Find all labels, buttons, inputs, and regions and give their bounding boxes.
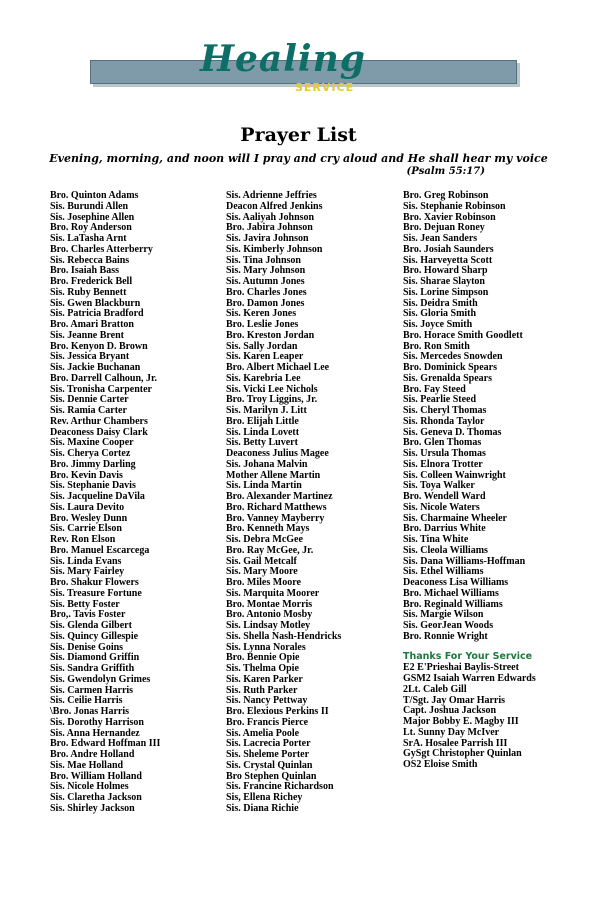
prayer-list-name: Sis. Toya Walker — [403, 480, 475, 492]
logo-sub: SERVICE — [295, 81, 355, 94]
prayer-list-name: Mother Allene Martin — [226, 469, 321, 481]
prayer-list-name: Bro. Antonio Mosby — [226, 609, 313, 621]
prayer-list-name: Sis. Linda Martin — [226, 480, 302, 492]
service-member-name: Capt. Joshua Jackson — [403, 705, 497, 717]
names-column-1 — [50, 191, 160, 815]
prayer-list-name: Bro. Josiah Saunders — [403, 243, 494, 255]
prayer-list-name: Bro. Darrius White — [403, 523, 486, 535]
prayer-list-name: Sis. Mae Holland — [50, 759, 124, 771]
prayer-list-name: Bro. Albert Michael Lee — [226, 362, 330, 373]
prayer-list-name: Sis. Kimberly Johnson — [226, 243, 323, 255]
prayer-list-name: Sis. Diana Richie — [226, 802, 299, 814]
prayer-list-name: Bro. Alexander Martinez — [226, 491, 333, 502]
prayer-list-name: Sis. GeorJean Woods — [403, 620, 494, 631]
prayer-list-name: Sis. Debra McGee — [226, 534, 303, 545]
prayer-list-name: Bro. William Holland — [50, 770, 142, 782]
prayer-list-name: Sis. Denise Goins — [50, 641, 124, 653]
prayer-list-name: Sis. Mary Fairley — [50, 566, 125, 578]
prayer-list-name: Rev. Arthur Chambers — [50, 415, 148, 427]
prayer-list-name: Sis. Linda Lovett — [226, 426, 300, 438]
prayer-list-name: Bro. Kenneth Mays — [226, 523, 310, 535]
prayer-list-name: Sis. Amelia Poole — [226, 727, 300, 739]
prayer-list-name: Bro. Miles Moore — [226, 577, 301, 588]
prayer-list-name: Sis. Sally Jordan — [226, 340, 298, 352]
prayer-list-name: Sis. Ethel Williams — [403, 566, 484, 578]
prayer-list-name: Sis. Crystal Quinlan — [226, 759, 313, 771]
prayer-list-name: Sis. Vicki Lee Nichols — [226, 383, 318, 395]
prayer-list-name: Sis. Nicole Waters — [403, 501, 480, 513]
prayer-list-name: Sis. Stephanie Robinson — [403, 200, 506, 212]
prayer-list-name: Sis. Treasure Fortune — [50, 587, 142, 599]
service-member-name: OS2 Eloise Smith — [403, 759, 478, 770]
prayer-list-name: Sis. Gwendolyn Grimes — [50, 673, 151, 685]
prayer-list-name: Sis. Nicole Holmes — [50, 781, 129, 793]
logo-word: Healing — [200, 38, 366, 80]
prayer-list-name: Bro. Wendell Ward — [403, 491, 486, 502]
prayer-list-name: Bro. Damon Jones — [226, 297, 305, 309]
prayer-list-name: Sis. Jackie Buchanan — [50, 362, 141, 373]
prayer-list-name: Sis. Sharae Slayton — [403, 276, 485, 287]
prayer-list-name: Bro. Ron Smith — [403, 340, 470, 352]
prayer-list-name: Sis. Gloria Smith — [403, 308, 477, 320]
prayer-list-name: Bro. Michael Williams — [403, 587, 499, 599]
prayer-list-name: Sis. Betty Luvert — [226, 437, 298, 449]
prayer-list-name: Sis. Lorine Simpson — [403, 286, 489, 298]
prayer-list-name: Bro. Charles Atterberry — [50, 243, 153, 255]
prayer-list-name: Sis. Glenda Gilbert — [50, 620, 132, 631]
prayer-list-name: Sis. Quincy Gillespie — [50, 630, 139, 642]
prayer-list-name: Bro. Montae Morris — [226, 598, 313, 610]
prayer-list-name: Bro. Wesley Dunn — [50, 512, 128, 524]
prayer-list-name: Bro. Amari Bratton — [50, 319, 134, 330]
service-member-name: Major Bobby E. Magby III — [403, 716, 519, 727]
prayer-list-name: Sis. Mary Moore — [226, 566, 298, 578]
prayer-list-name: Bro. Kenyon D. Brown — [50, 340, 148, 352]
prayer-list-name: Bro. Andre Holland — [50, 749, 135, 760]
prayer-list-name: Bro. Isaiah Bass — [50, 265, 120, 277]
prayer-list-name: Bro. Xavier Robinson — [403, 211, 496, 223]
prayer-list-name: Sis. Carrie Elson — [50, 523, 122, 535]
prayer-list-name: Sis. Geneva D. Thomas — [403, 426, 502, 438]
prayer-list-name: Deaconess Daisy Clark — [50, 426, 148, 438]
prayer-list-name: Rev. Ron Elson — [50, 534, 116, 545]
prayer-list-name: Sis. Anna Hernandez — [50, 727, 140, 739]
service-member-name: GSM2 Isaiah Warren Edwards — [403, 673, 536, 684]
verse-reference: (Psalm 55:17) — [406, 166, 485, 177]
prayer-list-name: Sis. Keren Jones — [226, 308, 297, 320]
prayer-list-name: Bro. Kreston Jordan — [226, 329, 315, 341]
prayer-list-name: \Bro. Jonas Harris — [50, 706, 129, 717]
prayer-list-name: Sis. LaTasha Arnt — [50, 233, 127, 244]
prayer-list-name: Sis. Adrienne Jeffries — [226, 190, 317, 201]
prayer-list-name: Sis. Grenalda Spears — [403, 372, 492, 384]
verse-text: Evening, morning, and noon will I pray and cry aloud and He shall hear my voice — [49, 152, 548, 165]
prayer-list-name: Bro. Elijah Little — [226, 415, 299, 427]
prayer-list-name: Sis, Ellena Richey — [226, 792, 303, 803]
prayer-list-name: Bro. Frederick Bell — [50, 276, 133, 287]
prayer-list-name: Deaconess Lisa Williams — [403, 577, 509, 588]
prayer-list-name: Sis. Dorothy Harrison — [50, 716, 144, 728]
prayer-list-name: Sis. Tina Johnson — [226, 254, 301, 266]
prayer-list-name: Sis. Linda Evans — [50, 555, 122, 567]
prayer-list-name: Sis. Karen Leaper — [226, 351, 304, 363]
prayer-list-name: Sis. Ruth Parker — [226, 684, 298, 696]
prayer-list-name: Bro. Leslie Jones — [226, 319, 299, 330]
prayer-list-name: Sis. Lacrecia Porter — [226, 738, 311, 750]
prayer-list-name: Sis. Harveyetta Scott — [403, 254, 493, 266]
prayer-list-name: Bro. Roy Anderson — [50, 222, 132, 234]
prayer-list-name: Bro. Jimmy Darling — [50, 458, 136, 470]
prayer-list-name: Sis. Betty Foster — [50, 598, 120, 610]
prayer-list-name: Sis. Johana Malvin — [226, 458, 308, 470]
prayer-list-name: Sis. Marquita Moorer — [226, 587, 320, 599]
prayer-list-name: Bro. Elexious Perkins II — [226, 706, 329, 717]
prayer-list-name: Sis. Claretha Jackson — [50, 792, 142, 803]
prayer-list-name: Sis. Cheryl Thomas — [403, 405, 487, 416]
prayer-list-name: Sis. Josephine Allen — [50, 211, 135, 223]
prayer-list-name: Bro. Ray McGee, Jr. — [226, 544, 314, 556]
prayer-list-name: Bro. Edward Hoffman III — [50, 738, 161, 750]
prayer-list-name: Sis. Ceilie Harris — [50, 695, 123, 707]
prayer-list-name: Bro. Dejuan Roney — [403, 222, 485, 234]
prayer-list-name: Sis. Sheleme Porter — [226, 749, 310, 760]
prayer-list-name: Bro. Richard Matthews — [226, 501, 327, 513]
prayer-list-name: Bro. Horace Smith Goodlett — [403, 329, 523, 341]
prayer-list-name: Sis. Maxine Cooper — [50, 437, 134, 449]
prayer-list-name: Deacon Alfred Jenkins — [226, 200, 323, 212]
service-member-name: Lt. Sunny Day McIver — [403, 726, 500, 738]
prayer-list-name: Sis. Lindsay Motley — [226, 620, 311, 631]
service-member-name: 2Lt. Caleb Gill — [403, 683, 467, 695]
prayer-list-name: Sis. Pearlie Steed — [403, 394, 477, 406]
prayer-list-name: Bro. Dominick Spears — [403, 362, 497, 373]
page-title: Prayer List — [240, 124, 357, 146]
prayer-list-name: Bro. Vanney Mayberry — [226, 512, 325, 524]
prayer-list-name: Bro,. Tavis Foster — [50, 609, 126, 621]
prayer-list-name: Sis. Ruby Bennett — [50, 286, 127, 298]
prayer-list-name: Sis. Elnora Trotter — [403, 458, 483, 470]
prayer-list-name: Sis. Mary Johnson — [226, 265, 306, 277]
prayer-list-name: Sis. Mercedes Snowden — [403, 351, 503, 363]
prayer-list-name: Sis. Sandra Griffith — [50, 663, 135, 674]
service-member-name: E2 E'Prieshai Baylis-Street — [403, 662, 519, 674]
prayer-list-name: Sis. Shirley Jackson — [50, 802, 135, 814]
prayer-list-name: Sis. Jean Sanders — [403, 233, 478, 244]
service-member-name: GySgt Christopher Quinlan — [403, 748, 522, 760]
prayer-list-name: Bro Stephen Quinlan — [226, 770, 317, 782]
prayer-list-name: Sis. Burundi Allen — [50, 200, 129, 212]
prayer-list-name: Bro. Manuel Escarcega — [50, 544, 150, 556]
prayer-list-name: Sis. Dana Williams-Hoffman — [403, 555, 526, 567]
prayer-list-name: Sis. Carmen Harris — [50, 684, 134, 696]
prayer-list-name: Sis. Margie Wilson — [403, 609, 484, 621]
prayer-list-name: Bro. Charles Jones — [226, 286, 307, 298]
prayer-list-name: Bro. Kevin Davis — [50, 469, 123, 481]
prayer-list-name: Sis. Gail Metcalf — [226, 555, 297, 567]
prayer-list-name: Bro. Howard Sharp — [403, 265, 488, 277]
prayer-list-name: Bro. Darrell Calhoun, Jr. — [50, 372, 158, 384]
prayer-list-name: Sis. Marilyn J. Litt — [226, 405, 307, 416]
thanks-list — [403, 663, 536, 771]
prayer-list-name: Sis. Stephanie Davis — [50, 480, 136, 492]
prayer-list-name: Bro. Greg Robinson — [403, 190, 489, 201]
prayer-list-name: Sis. Rebecca Bains — [50, 254, 130, 266]
prayer-list-name: Bro. Fay Steed — [403, 383, 466, 395]
healing-service-logo — [90, 40, 515, 105]
thanks-heading: Thanks For Your Service — [403, 650, 533, 662]
prayer-list-name: Sis. Nancy Pettway — [226, 695, 308, 707]
prayer-list-name: Bro. Ronnie Wright — [403, 630, 488, 642]
prayer-list-name: Sis. Francine Richardson — [226, 781, 334, 793]
prayer-list-name: Sis. Patricia Bradford — [50, 308, 144, 320]
prayer-list-name: Sis. Diamond Griffin — [50, 652, 140, 664]
prayer-list-name: Sis. Ramia Carter — [50, 405, 127, 416]
prayer-list-name: Sis. Javira Johnson — [226, 233, 309, 244]
prayer-list-name: Sis. Charmaine Wheeler — [403, 512, 507, 524]
prayer-list-name: Sis. Karen Parker — [226, 673, 303, 685]
names-column-2 — [226, 191, 341, 815]
prayer-list-name: Bro. Bennie Opie — [226, 652, 300, 664]
prayer-list-name: Bro. Glen Thomas — [403, 437, 482, 449]
prayer-list-name: Bro. Reginald Williams — [403, 598, 503, 610]
prayer-list-name: Sis. Tronisha Carpenter — [50, 383, 152, 395]
service-member-name: T/Sgt. Jay Omar Harris — [403, 694, 506, 706]
prayer-list-name: Sis. Gwen Blackburn — [50, 297, 141, 309]
prayer-list-name: Sis. Rhonda Taylor — [403, 415, 485, 427]
names-column-3-list — [403, 191, 536, 643]
prayer-list-name: Sis. Joyce Smith — [403, 319, 473, 330]
prayer-list-name: Sis. Cherya Cortez — [50, 448, 131, 459]
prayer-list-name: Bro. Quinton Adams — [50, 190, 139, 201]
prayer-list-name: Sis. Thelma Opie — [226, 663, 299, 674]
prayer-list-name: Sis. Ursula Thomas — [403, 448, 486, 459]
prayer-list-name: Bro. Troy Liggins, Jr. — [226, 394, 318, 406]
prayer-list-name: Sis. Dennie Carter — [50, 394, 129, 406]
prayer-list-name: Sis. Laura Devito — [50, 501, 125, 513]
prayer-list-name: Bro. Shakur Flowers — [50, 577, 139, 588]
prayer-list-name: Sis. Cleola Williams — [403, 544, 488, 556]
prayer-list-name: Sis. Jeanne Brent — [50, 329, 124, 341]
prayer-list-name: Sis. Autumn Jones — [226, 276, 305, 287]
prayer-list-name: Sis. Aaliyah Johnson — [226, 211, 315, 223]
names-column-3 — [403, 191, 536, 771]
service-member-name: SrA. Hosalee Parrish III — [403, 737, 508, 749]
prayer-list-name: Sis. Colleen Wainwright — [403, 469, 506, 481]
prayer-list-name: Sis. Jacqueline DaVila — [50, 491, 145, 502]
prayer-list-name: Sis. Lynna Norales — [226, 641, 306, 653]
prayer-list-name: Sis. Deidra Smith — [403, 297, 478, 309]
prayer-list-name: Sis. Shella Nash-Hendricks — [226, 630, 342, 642]
prayer-list-name: Bro. Jabira Johnson — [226, 222, 313, 234]
prayer-list-name: Sis. Karebria Lee — [226, 372, 301, 384]
prayer-list-name: Deaconess Julius Magee — [226, 448, 329, 459]
scripture-verse — [0, 152, 597, 178]
prayer-list-name: Sis. Jessica Bryant — [50, 351, 130, 363]
prayer-list-name: Bro. Francis Pierce — [226, 716, 309, 728]
prayer-list-name: Sis. Tina White — [403, 534, 469, 545]
